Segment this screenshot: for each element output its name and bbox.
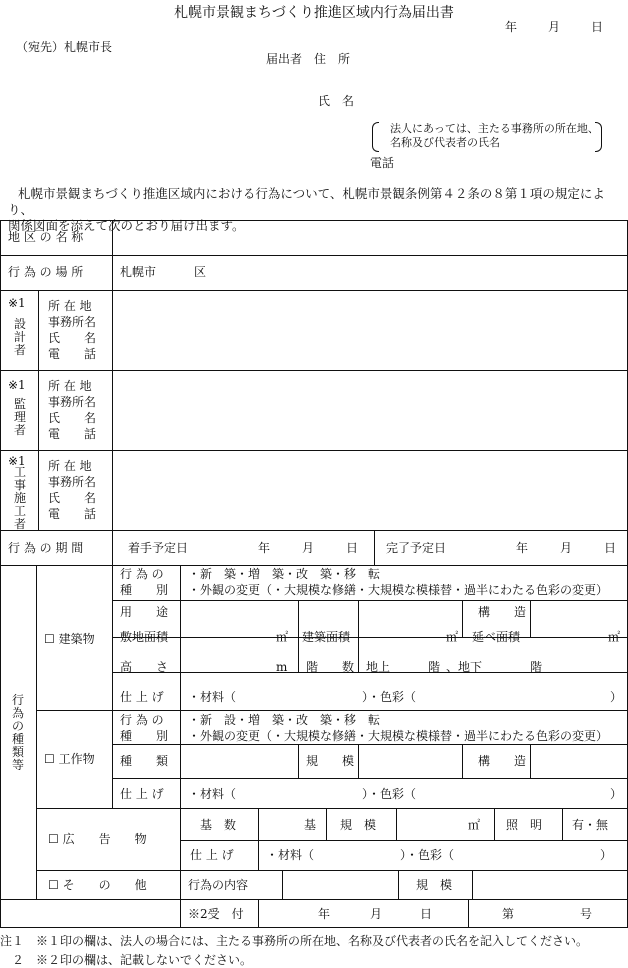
building-use-label: 用 途 [120,605,169,619]
ad-checkbox-label[interactable]: ☐ 広 告 物 [48,832,147,846]
ad-finish-close: ） [600,848,613,862]
structure-act-type-line2: 種 別 [120,729,169,743]
applicant-name-label: 氏 名 [318,94,355,108]
building-finish-label: 仕 上 げ [120,690,164,704]
building-act-options [188,566,608,598]
supervisor-mark: ※1 [8,378,26,392]
intro-line1: 札幌市景観まちづくり推進区域内における行為について、札幌市景観条例第４２条の８第１項の規定により、 [8,186,605,217]
designer-office-label: 事務所名 [48,315,97,329]
location-city: 札幌市 [120,265,157,279]
structure-act-options-line2: ・外観の変更（・大規模な修繕・大規模な模様替・過半にわたる色彩の変更） [188,729,609,743]
period-label: 行 為 の 期 間 [8,541,84,555]
start-year: 年 [258,541,271,555]
receipt-year: 年 [318,907,331,921]
corporate-note-line1: 法人にあっては、主たる事務所の所在地、 [390,122,599,135]
building-act-options-line2: ・外観の変更（・大規模な修繕・大規模な模様替・過半にわたる色彩の変更） [188,583,609,597]
ad-finish-label: 仕 上 げ [190,848,234,862]
designer-mark: ※1 [8,296,26,310]
end-date-label: 完了予定日 [386,541,447,555]
receipt-label: ※2受 付 [188,907,244,921]
designer-fields [48,298,96,362]
supervisor-fields [48,378,96,442]
location-ward: 区 [194,265,207,279]
start-date-label: 着手予定日 [128,541,189,555]
act-content-label: 行為の内容 [188,878,249,892]
contractor-phone-label: 電 話 [48,507,97,521]
building-act-type-line2: 種 別 [120,583,169,597]
structure-act-type-label [120,712,168,744]
structure-type-label: 種 類 [120,754,169,768]
end-month: 月 [560,541,573,555]
structure-act-options-line1: ・新 設・増 築・改 築・移 転 [188,713,381,727]
note-1: 注１ ※１印の欄は、法人の場合には、主たる事務所の所在地、名称及び代表者の氏名を記入してください。 [0,934,589,948]
note-2: ２ ※２印の欄は、記載しないでください。 [0,953,253,967]
contractor-mark: ※1 [8,454,26,468]
designer-address-label: 所 在 地 [48,299,92,313]
site-area-unit: ㎡ [276,630,289,644]
start-day: 日 [346,541,359,555]
structure-act-type-line1: 行 為 の [120,713,164,727]
total-floor-area-unit: ㎡ [608,630,621,644]
structure-finish-label: 仕 上 げ [120,787,164,801]
contractor-office-label: 事務所名 [48,475,97,489]
building-checkbox-label[interactable]: ☐ 建築物 [44,632,95,646]
designer-phone-label: 電 話 [48,347,97,361]
contractor-name-label: 氏 名 [48,491,97,505]
contractor-address-label: 所 在 地 [48,459,92,473]
start-month: 月 [302,541,315,555]
building-area-label: 建築面積 [302,630,351,644]
floors-above-label: 地上 [366,660,391,674]
date-month-label: 月 [548,20,561,34]
floors-below-label: 、地下 [446,660,483,674]
structure-finish-close: ） [610,787,623,801]
building-color-label: ）・色彩（ [362,690,417,704]
height-unit: m [276,660,288,674]
supervisor-name-label: 氏 名 [48,411,97,425]
form-title: 札幌市景観まちづくり推進区域内行為届出書 [174,5,454,21]
corporate-note-line2: 名称及び代表者の氏名 [390,136,500,149]
height-label: 高 さ [120,660,169,674]
building-material-label: ・材料（ [188,690,237,704]
end-day: 日 [604,541,617,555]
site-area-label: 敷地面積 [120,630,169,644]
receipt-number-unit: 号 [580,907,593,921]
location-label: 行 為 の 場 所 [8,265,84,279]
building-act-type-label [120,566,168,598]
structure-checkbox-label[interactable]: ☐ 工作物 [44,752,95,766]
district-name-label: 地 区 の 名 称 [8,230,84,244]
structure-scale-label: 規 模 [306,754,355,768]
supervisor-label: 監理者 [13,397,26,437]
phone-label: 電話 [370,156,395,170]
building-finish-close: ） [610,690,623,704]
addressee: （宛先）札幌市長 [16,40,113,54]
building-structure-label: 構 造 [478,605,527,619]
receipt-day: 日 [420,907,433,921]
ad-scale-label: 規 模 [340,818,377,832]
ad-color-label: ）・色彩（ [400,848,455,862]
ad-material-label: ・材料（ [266,848,315,862]
supervisor-phone-label: 電 話 [48,427,97,441]
building-act-options-line1: ・新 築・増 築・改 築・移 転 [188,567,381,581]
total-floor-area-label: 延べ面積 [472,630,521,644]
other-scale-label: 規 模 [416,878,453,892]
floors-label: 階 数 [306,660,355,674]
intro-line2: 関係図面を添えて次のとおり届け出ます。 [8,218,245,233]
date-day-label: 日 [591,20,604,34]
supervisor-office-label: 事務所名 [48,395,97,409]
other-checkbox-label[interactable]: ☐ そ の 他 [48,878,147,892]
floors-above-unit: 階 [428,660,441,674]
designer-name-label: 氏 名 [48,331,97,345]
building-area-unit: ㎡ [446,630,459,644]
supervisor-address-label: 所 在 地 [48,379,92,393]
structure-structure-label: 構 造 [478,754,527,768]
ad-lighting-options: 有・無 [572,818,609,832]
structure-material-label: ・材料（ [188,787,237,801]
kind-label: 行為の種類等 [11,693,24,772]
ad-count-unit: 基 [304,818,317,832]
contractor-label: 工事施工者 [13,465,26,531]
end-year: 年 [516,541,529,555]
ad-count-label: 基 数 [200,818,237,832]
ad-scale-unit: ㎡ [468,818,481,832]
structure-color-label: ）・色彩（ [362,787,417,801]
structure-act-options [188,712,608,744]
designer-label: 設計者 [13,317,26,357]
ad-lighting-label: 照 明 [506,818,543,832]
floors-below-unit: 階 [530,660,543,674]
contractor-fields [48,458,96,522]
date-year-label: 年 [505,20,518,34]
receipt-month: 月 [370,907,383,921]
applicant-address-label: 届出者 住 所 [266,52,351,66]
building-act-type-line1: 行 為 の [120,567,164,581]
receipt-number-label: 第 [502,907,515,921]
